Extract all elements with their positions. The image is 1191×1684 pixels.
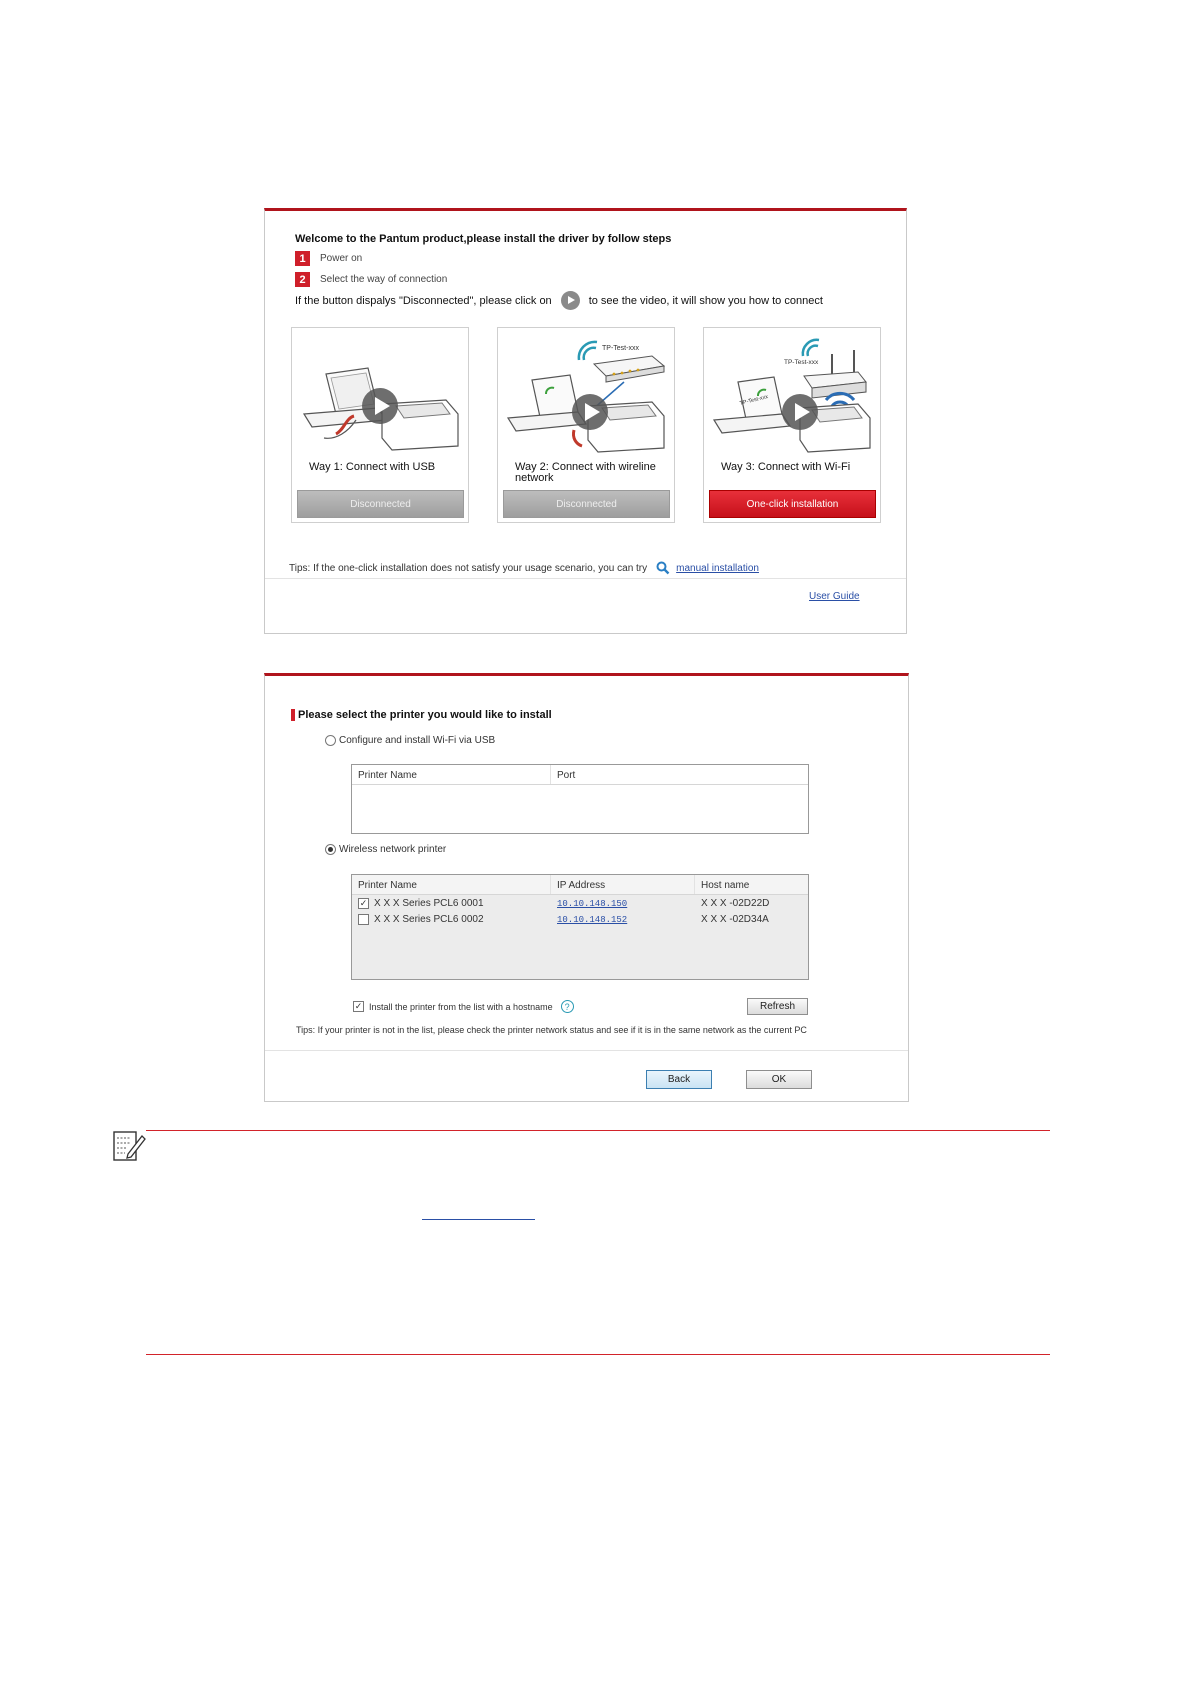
note-top-rule	[146, 1130, 1050, 1131]
way-label: Way 2: Connect with wireline network	[515, 461, 656, 484]
table-header	[352, 765, 808, 785]
wireless-printer-table	[351, 874, 809, 980]
way-usb-card	[291, 327, 469, 523]
table-header	[352, 875, 808, 895]
manual-installation-link[interactable]: manual installation	[676, 562, 759, 574]
usb-connection-illustration[interactable]	[296, 334, 464, 459]
divider	[265, 578, 906, 579]
printer-checkbox[interactable]: ✓	[359, 897, 368, 908]
printer-checkbox[interactable]	[358, 914, 369, 925]
welcome-heading: Welcome to the Pantum product,please install the driver by follow steps	[295, 233, 672, 245]
help-icon[interactable]: ?	[561, 1000, 574, 1013]
way-wifi-card	[703, 327, 881, 523]
usb-wifi-radio[interactable]	[325, 735, 336, 746]
table-row[interactable]	[352, 895, 808, 911]
installer-window	[264, 208, 907, 634]
column-header[interactable]: Printer Name	[352, 875, 551, 894]
column-header[interactable]: Printer Name	[352, 765, 551, 784]
printer-host: X X X -02D22D	[701, 897, 770, 909]
printer-name: X X X Series PCL6 0001	[374, 897, 484, 909]
play-icon	[561, 291, 580, 310]
step-power-on	[295, 251, 362, 266]
hostname-option[interactable]	[353, 1000, 574, 1013]
wireline-connection-illustration[interactable]	[502, 334, 670, 459]
column-header[interactable]: Port	[557, 770, 576, 781]
refresh-button[interactable]: Refresh	[747, 998, 808, 1015]
back-button[interactable]: Back	[646, 1070, 712, 1089]
note-icon	[112, 1130, 146, 1164]
hint-text-before: If the button dispalys "Disconnected", please click on	[295, 294, 552, 307]
video-hint	[295, 291, 823, 310]
option-label: Wireless network printer	[339, 844, 447, 855]
hostname-checkbox[interactable]: ✓	[354, 1001, 363, 1011]
option-label: Configure and install Wi-Fi via USB	[339, 735, 496, 746]
router-label: TP-Test-xxx	[784, 359, 819, 366]
wireless-radio[interactable]	[325, 844, 336, 855]
step-select-connection	[295, 272, 447, 287]
printer-ip-link[interactable]: 10.10.148.150	[557, 898, 628, 909]
column-header[interactable]: IP Address	[551, 875, 695, 894]
step-number: 1	[295, 251, 310, 266]
step-text: Select the way of connection	[320, 274, 448, 285]
dialog-title: Please select the printer you would like to install	[291, 709, 552, 721]
installer-tips	[289, 561, 759, 575]
ok-button[interactable]: OK	[746, 1070, 812, 1089]
printer-ip-link[interactable]: 10.10.148.152	[557, 914, 628, 925]
wireline-status-button[interactable]: Disconnected	[503, 490, 670, 518]
way-label: Way 3: Connect with Wi-Fi	[721, 461, 851, 473]
note-link[interactable]	[422, 1200, 535, 1220]
hint-text-after: to see the video, it will show you how to connect	[588, 294, 823, 307]
step-text: Power on	[320, 253, 363, 264]
column-header[interactable]: Host name	[701, 880, 750, 891]
wireless-option[interactable]	[325, 844, 446, 855]
hostname-option-label: Install the printer from the list with a hostname	[369, 1001, 553, 1012]
dialog-tips: Tips: If your printer is not in the list, please check the printer network status and see if it is in the same network as the current PC	[296, 1025, 807, 1035]
router-label: TP-Test-xxx	[602, 345, 639, 352]
printer-host: X X X -02D34A	[701, 913, 769, 925]
table-row[interactable]	[352, 911, 808, 927]
step-number: 2	[295, 272, 310, 287]
printer-name: X X X Series PCL6 0002	[374, 913, 484, 925]
usb-wifi-option[interactable]	[325, 735, 495, 746]
tips-text: Tips: If the one-click installation does not satisfy your usage scenario, you can try	[289, 562, 648, 574]
way-label: Way 1: Connect with USB	[309, 461, 436, 473]
usb-status-button[interactable]: Disconnected	[297, 490, 464, 518]
one-click-installation-button[interactable]: One-click installation	[709, 490, 876, 518]
printer-select-window	[264, 673, 909, 1102]
search-icon	[656, 561, 670, 575]
divider	[265, 1050, 908, 1051]
usb-printer-table	[351, 764, 809, 834]
wifi-connection-illustration[interactable]	[708, 334, 876, 459]
way-wireline-card	[497, 327, 675, 523]
note-bottom-rule	[146, 1354, 1050, 1355]
router-label: TP-Test-xxx	[739, 394, 769, 407]
user-guide-link[interactable]: User Guide	[809, 591, 860, 602]
